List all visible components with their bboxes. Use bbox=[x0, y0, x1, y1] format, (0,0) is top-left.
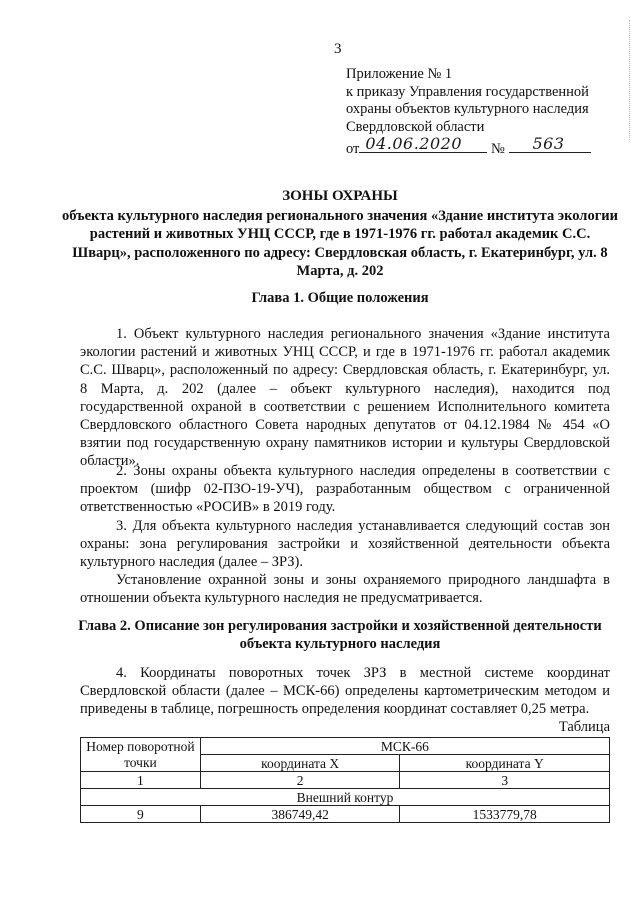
chapter-2-heading: Глава 2. Описание зон регулирования застройки и хозяйственной деятельности объекта культурного наследия bbox=[78, 618, 602, 652]
header-coordinate-system: МСК-66 bbox=[200, 738, 609, 755]
date-prefix: от bbox=[346, 141, 360, 157]
document-title bbox=[60, 187, 620, 281]
cell-y: 1533779,78 bbox=[400, 806, 610, 823]
title-main: ЗОНЫ ОХРАНЫ bbox=[282, 188, 398, 204]
appendix-block bbox=[346, 66, 616, 159]
appendix-line-2: к приказу Управления государственной bbox=[346, 83, 589, 100]
header-x: координата X bbox=[200, 755, 400, 772]
chapter-1-heading: Глава 1. Общие положения bbox=[251, 290, 429, 306]
date-field bbox=[359, 133, 487, 153]
paragraph-4: Установление охранной зоны и зоны охраняемого природного ландшафта в отношении объекта культурного наследия не предусматривается. bbox=[80, 572, 610, 607]
number-prefix: № bbox=[491, 141, 505, 157]
col-num-3: 3 bbox=[400, 772, 610, 789]
title-subtitle: объекта культурного наследия регионального значения «Здание института экологии растений и животных УНЦ СССР, где в 1971-1976 гг. работал академик С.С. Шварц», расположенного по адресу: Свердловская область, г. Екатеринбург, ул. 8 Марта, д. 202 bbox=[62, 207, 618, 279]
paragraph-3: 3. Для объекта культурного наследия устанавливается следующий состав зон охраны: зона регулирования застройки и хозяйственной деятельности объекта культурного наследия (далее – ЗРЗ). bbox=[80, 518, 610, 571]
col-num-1: 1 bbox=[81, 772, 201, 789]
coordinates-table bbox=[80, 737, 610, 823]
number-field bbox=[509, 133, 591, 153]
col-num-2: 2 bbox=[200, 772, 400, 789]
cell-point: 9 bbox=[81, 806, 201, 823]
appendix-line-4: Свердловской области bbox=[346, 118, 485, 135]
table-caption: Таблица bbox=[558, 719, 610, 735]
appendix-date-line bbox=[346, 133, 616, 159]
section-label: Внешний контур bbox=[81, 789, 610, 806]
table-section-row bbox=[81, 789, 610, 806]
scan-margin-mark bbox=[629, 20, 636, 140]
appendix-line-1: Приложение № 1 bbox=[346, 66, 453, 82]
paragraph-1: 1. Объект культурного наследия регионального значения «Здание института экологии растений и животных УНЦ СССР, и где в 1971-1976 гг. работал академик С.С. Шварц», расположенный по адресу: Свердловская область, г. Екатеринбург, ул. 8 Марта, д. 202 (далее – объект культурного наследия), находится под государственной охраной в соответствии с решением Исполнительного комитета Свердловского областного Совета народных депутатов от 04.12.1984 № 454 «О взятии под государственную охрану памятников истории и культуры Свердловской области». bbox=[80, 326, 610, 470]
page-number: 3 bbox=[334, 41, 342, 57]
handwritten-date: 04.06.2020 bbox=[365, 133, 463, 153]
table-numbering-row bbox=[81, 772, 610, 789]
header-point-number: Номер поворотной точки bbox=[81, 738, 201, 772]
paragraph-2: 2. Зоны охраны объекта культурного наследия определены в соответствии с проектом (шифр 02-ПЗО-19-УЧ), разработанным обществом с ограниченной ответственностью «РОСИВ» в 2019 году. bbox=[80, 463, 610, 516]
table-header-row bbox=[81, 738, 610, 755]
header-y: координата Y bbox=[400, 755, 610, 772]
paragraph-5: 4. Координаты поворотных точек ЗРЗ в местной системе координат Свердловской области (далее – МСК-66) определены картометрическим методом и приведены в таблице, погрешность определения координат составляет 0,25 метра. bbox=[80, 665, 610, 718]
handwritten-number: 563 bbox=[532, 133, 565, 153]
table-row bbox=[81, 806, 610, 823]
cell-x: 386749,42 bbox=[200, 806, 400, 823]
appendix-line-3: охраны объектов культурного наследия bbox=[346, 101, 589, 117]
